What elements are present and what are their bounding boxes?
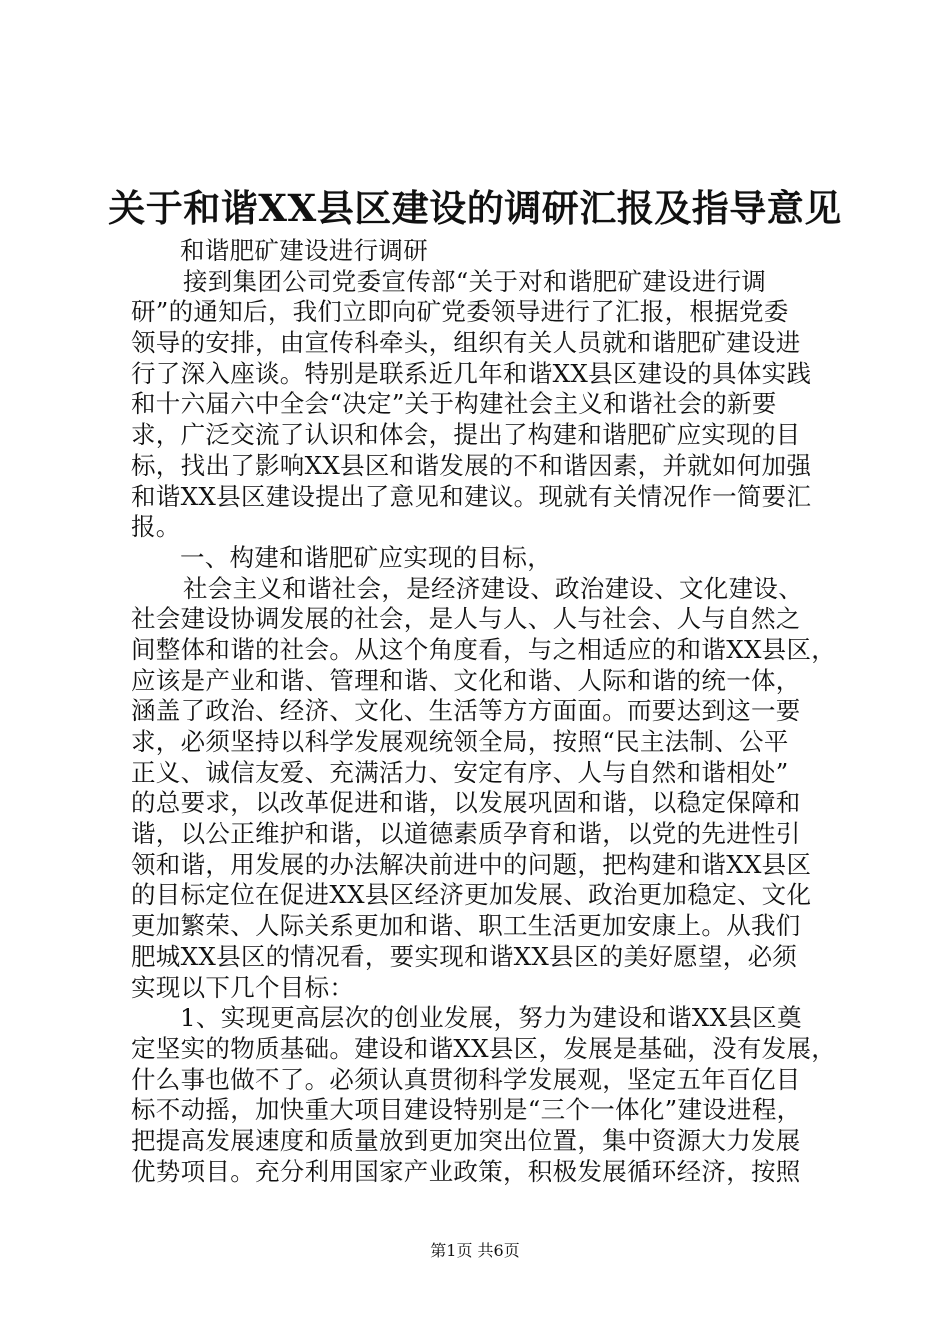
text-line: 什么事也做不了。必须认真贯彻科学发展观，坚定五年百亿目 bbox=[131, 1064, 801, 1094]
text-line: 领和谐，用发展的办法解决前进中的问题，把构建和谐XX县区 bbox=[131, 849, 812, 879]
text-line: 研”的通知后，我们立即向矿党委领导进行了汇报，根据党委 bbox=[131, 297, 789, 327]
text-line: 求，必须坚持以科学发展观统领全局，按照“民主法制、公平 bbox=[131, 727, 789, 756]
text-line: 和谐XX县区建设提出了意见和建议。现就有关情况作一简要汇 bbox=[131, 481, 812, 511]
text-line: 行了深入座谈。特别是联系近几年和谐XX县区建设的具体实践 bbox=[131, 358, 812, 388]
text-line: 1、实现更高层次的创业发展，努力为建设和谐XX县区奠 bbox=[180, 1003, 802, 1033]
text-line: 更加繁荣、人际关系更加和谐、职工生活更加安康上。从我们 bbox=[131, 911, 801, 941]
text-line: 求，广泛交流了认识和体会，提出了构建和谐肥矿应实现的目 bbox=[131, 420, 801, 450]
text-line: 应该是产业和谐、管理和谐、文化和谐、人际和谐的统一体， bbox=[131, 665, 801, 695]
text-line: 和十六届六中全会“决定”关于构建社会主义和谐社会的新要 bbox=[131, 389, 777, 419]
text-line: 谐，以公正维护和谐，以道德素质孕育和谐，以党的先进性引 bbox=[131, 819, 801, 849]
text-line: 标不动摇，加快重大项目建设特别是“三个一体化”建设进程， bbox=[131, 1095, 802, 1125]
text-line: 领导的安排，由宣传科牵头，组织有关人员就和谐肥矿建设进 bbox=[131, 328, 801, 358]
text-line: 肥城XX县区的情况看，要实现和谐XX县区的美好愿望，必须 bbox=[131, 941, 798, 971]
section-heading: 一、构建和谐肥矿应实现的目标， bbox=[180, 542, 552, 572]
document-title: 关于和谐XX县区建设的调研汇报及指导意见 bbox=[108, 186, 842, 230]
text-line: 的目标定位在促进XX县区经济更加发展、政治更加稳定、文化 bbox=[131, 880, 812, 910]
text-line: 间整体和谐的社会。从这个角度看，与之相适应的和谐XX县区， bbox=[131, 634, 837, 664]
text-line: 把提高发展速度和质量放到更加突出位置，集中资源大力发展 bbox=[131, 1125, 801, 1155]
text-line: 接到集团公司党委宣传部“关于对和谐肥矿建设进行调 bbox=[183, 266, 767, 296]
text-line: 标，找出了影响XX县区和谐发展的不和谐因素，并就如何加强 bbox=[131, 450, 812, 480]
text-line: 定坚实的物质基础。建设和谐XX县区，发展是基础，没有发展， bbox=[131, 1033, 837, 1063]
page-number-footer: 第1页 共6页 bbox=[430, 1241, 520, 1260]
text-line: 实现以下几个目标： bbox=[131, 972, 355, 1002]
text-line: 优势项目。充分利用国家产业政策，积极发展循环经济，按照 bbox=[131, 1156, 801, 1186]
text-line: 正义、诚信友爱、充满活力、安定有序、人与自然和谐相处” bbox=[131, 757, 789, 787]
text-line: 社会主义和谐社会，是经济建设、政治建设、文化建设、 bbox=[183, 573, 803, 603]
text-line: 社会建设协调发展的社会，是人与人、人与社会、人与自然之 bbox=[131, 604, 801, 634]
text-line: 的总要求，以改革促进和谐，以发展巩固和谐，以稳定保障和 bbox=[131, 788, 801, 818]
text-line: 涵盖了政治、经济、文化、生活等方方面面。而要达到这一要 bbox=[131, 696, 801, 726]
text-line: 和谐肥矿建设进行调研 bbox=[180, 236, 428, 265]
text-line: 报。 bbox=[131, 512, 181, 542]
document-body bbox=[131, 236, 837, 1187]
